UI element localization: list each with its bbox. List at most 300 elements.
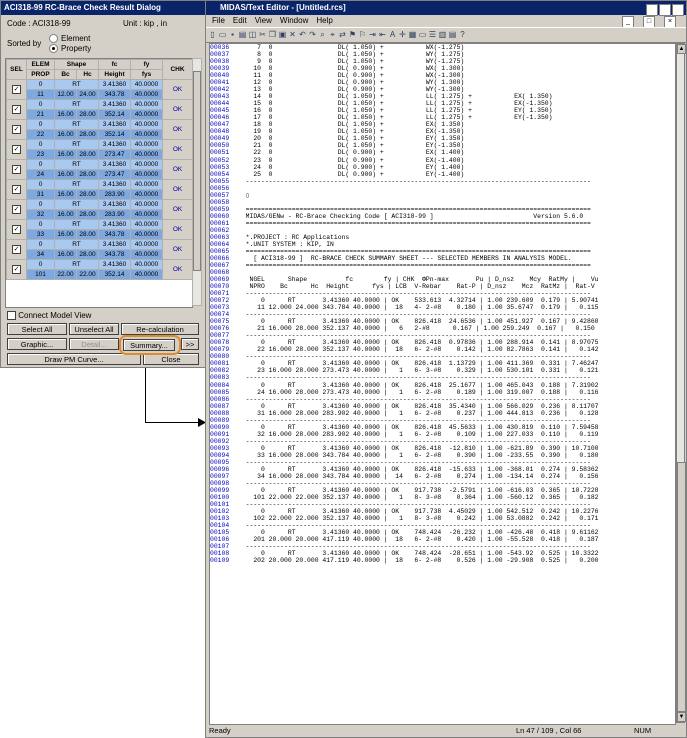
line-text: 201 20.000 20.000 417.119 40.0000 | 18 6- 2-#8 0.420 | 1.00 -55.528 0.418 | 0.187 [238,536,599,544]
close-button[interactable]: Close [143,353,199,365]
line-number: 00065 [210,247,230,255]
editor-line[interactable] [210,466,675,473]
editor-line[interactable] [210,522,675,529]
redo-icon[interactable]: ↷ [309,30,316,39]
editor-line[interactable] [210,536,675,543]
row-select-checkbox[interactable] [7,260,27,280]
cell-shape: RT [55,80,99,90]
line-text: 22 0 DL( 0.900) + EX( 1.400) [238,149,465,157]
cell-prop: 31 [27,190,55,200]
cut-icon[interactable]: ✂ [259,30,266,39]
unselect-all-button[interactable]: Unselect All [69,323,119,335]
cell-bc: 16.00 [55,110,77,120]
row-select-checkbox[interactable] [7,180,27,200]
checkmark-icon: ✓ [13,105,20,113]
editor-line[interactable] [210,452,675,459]
line-text: 0 RT 3.41360 40.0000 | OK 826.418 45.5633 | 1.00 430.819 0.110 | 7.59458 [238,423,599,431]
menu-bar [206,15,686,27]
line-text: 25 0 DL( 0.900) + EY(-1.400) [238,170,465,178]
new-file-icon[interactable]: ▯ [210,30,215,39]
delete-icon[interactable]: ✕ [289,30,296,39]
line-text: 0 RT 3.41360 40.0000 | OK 533.613 4.32714 | 1.00 239.609 0.179 | 5.90741 [238,297,599,305]
editor-line[interactable] [210,374,675,381]
line-number: 00107 [210,543,230,551]
editor-line[interactable] [210,557,675,564]
undo-icon[interactable]: ↶ [299,30,306,39]
line-text: ------------------------------------------------------------------------------------------ [238,353,591,361]
editor-line[interactable] [210,157,675,164]
editor-line[interactable] [210,480,675,487]
cell-elem: 0 [27,200,55,210]
cell-shape: RT [55,100,99,110]
cell-hc: 28.00 [77,210,99,220]
line-text: 15 0 DL( 1.050) + LL( 1.275) + EX(-1.350) [238,100,553,108]
cell-height: 273.47 [99,150,131,160]
editor-line[interactable] [210,107,675,114]
editor-line[interactable] [210,86,675,93]
line-number: 00040 [210,72,230,80]
editor-line[interactable] [210,382,675,389]
line-number: 00092 [210,437,230,445]
editor-line[interactable] [210,164,675,171]
line-number: 00042 [210,86,230,94]
editor-line[interactable] [210,473,675,480]
print-icon[interactable]: ▤ [238,30,247,39]
line-number: 00045 [210,107,230,115]
editor-line[interactable] [210,438,675,445]
line-text: ========================================================================================== [238,219,591,227]
result-table [6,59,193,280]
line-number: 00073 [210,304,230,312]
line-number: 00098 [210,479,230,487]
cell-shape: RT [55,180,99,190]
editor-line[interactable] [210,220,675,227]
cell-hc: 28.00 [77,250,99,260]
editor-line[interactable] [210,318,675,325]
editor-line[interactable] [210,128,675,135]
row-select-checkbox[interactable] [7,80,27,100]
line-number: 00059 [210,205,230,213]
line-text: NPRO Bc Hc Height fys | LCB V-Rebar Rat-P | D_nsz Mcz RatMz | Rat-V [238,283,595,291]
cell-bc: 16.00 [55,170,77,180]
editor-line[interactable] [210,410,675,417]
cell-chk: OK [163,160,193,180]
editor-line[interactable] [210,508,675,515]
editor-line[interactable] [210,389,675,396]
line-text: 0 RT 3.41360 40.0000 | OK 917.738 4.45029 | 1.00 542.512 0.242 | 10.2276 [238,508,599,516]
line-number: 00095 [210,458,230,466]
line-text: *.UNIT SYSTEM : KIP, IN [238,240,334,248]
open-file-icon[interactable]: ▭ [218,30,227,39]
header-elem[interactable]: ELEM [27,60,55,70]
editor-line[interactable] [210,255,675,262]
line-number: 00102 [210,508,230,516]
graphic-button[interactable]: Graphic... [7,338,67,350]
editor-line[interactable] [210,543,675,550]
table-row[interactable] [7,220,193,230]
editor-line[interactable] [210,290,675,297]
cell-chk: OK [163,200,193,220]
table-row[interactable] [7,200,193,210]
cell-prop: 32 [27,210,55,220]
line-text: 14 0 DL( 1.050) + LL( 1.275) + EX( 1.350) [238,93,553,101]
radio-property[interactable] [49,44,91,53]
select-all-button[interactable]: Select All [7,323,67,335]
editor-line[interactable] [210,227,675,234]
line-number: 00043 [210,93,230,101]
cell-bc: 22.00 [55,270,77,280]
editor-line[interactable] [210,199,675,206]
cell-fy: 40.0000 [131,220,163,230]
editor-scroll-thumb[interactable] [677,462,686,712]
summary-button[interactable]: Summary... [123,339,175,351]
line-text: ------------------------------------------------------------------------------------------ [238,395,591,403]
line-text: ------------------------------------------------------------------------------------------ [238,479,591,487]
editor-line[interactable] [210,445,675,452]
editor-line[interactable] [210,192,675,199]
text-editor-window [205,0,687,738]
row-select-checkbox[interactable] [7,200,27,220]
editor-line[interactable] [210,269,675,276]
header-fy[interactable]: fy [131,60,163,70]
cell-shape: RT [55,220,99,230]
help-icon[interactable]: ? [460,30,465,39]
tile-horizontal-icon[interactable]: ☰ [428,30,437,39]
editor-line[interactable] [210,58,675,65]
outdent-icon[interactable]: ⇤ [379,30,386,39]
more-button[interactable]: >> [181,338,199,350]
line-text: 10 0 DL( 0.900) + WX( 1.300) [238,65,465,73]
recalculation-button[interactable]: Re-calculation [121,323,199,335]
header-prop[interactable]: PROP [27,70,55,80]
checkmark-icon: ✓ [13,185,20,193]
line-number: 00080 [210,353,230,361]
line-number: 00054 [210,170,230,178]
line-text: ========================================================================================== [238,205,591,213]
editor-line[interactable] [210,403,675,410]
cell-height: 352.14 [99,130,131,140]
editor-line[interactable] [210,515,675,522]
editor-line[interactable] [210,325,675,332]
cell-height: 283.90 [99,190,131,200]
cell-fy: 40.0000 [131,200,163,210]
status-num: NUM [634,726,652,735]
line-text: 101 22.000 22.000 352.137 40.0000 | 1 8- 3-#8 0.364 | 1.00 -560.12 0.365 | 0.182 [238,494,599,501]
line-text: ------------------------------------------------------------------------------------------ [238,416,591,424]
line-text: 7 0 DL( 1.050) + WX(-1.275) [238,44,465,51]
cell-chk: OK [163,220,193,240]
line-number: 00050 [210,142,230,150]
next-bookmark-icon[interactable]: ⚐ [358,30,367,39]
line-text: ========================================================================================== [238,247,591,255]
cell-fys: 40.0000 [131,90,163,100]
line-number: 00104 [210,522,230,530]
editor-line[interactable] [210,367,675,374]
editor-line[interactable] [210,424,675,431]
line-number: 00048 [210,128,230,136]
header-height[interactable]: Height [99,70,131,80]
row-select-checkbox[interactable] [7,140,27,160]
checkmark-icon: ✓ [13,85,20,93]
cell-chk: OK [163,140,193,160]
doc-restore-icon[interactable]: □ [643,16,655,28]
text-area[interactable] [209,43,676,725]
table-row[interactable] [7,260,193,270]
editor-line[interactable] [210,431,675,438]
header-fys[interactable]: fys [131,70,163,80]
editor-line[interactable] [210,297,675,304]
line-text: ------------------------------------------------------------------------------------------ [238,522,591,530]
close-icon[interactable]: × [672,4,684,16]
editor-line[interactable] [210,185,675,192]
editor-line[interactable] [210,79,675,86]
line-text: 19 0 DL( 1.050) + EX(-1.350) [238,128,465,136]
replace-icon[interactable]: ⇄ [339,30,346,39]
editor-line[interactable] [210,339,675,346]
line-text: 9 0 DL( 1.050) + WY(-1.275) [238,58,465,66]
radio-element[interactable] [49,34,90,43]
cell-chk: OK [163,80,193,100]
cell-prop: 24 [27,170,55,180]
menu-edit[interactable]: Edit [232,16,247,25]
editor-line[interactable] [210,276,675,283]
cell-bc: 16.00 [55,130,77,140]
editor-line[interactable] [210,417,675,424]
line-number: 00077 [210,332,230,340]
editor-line[interactable] [210,283,675,290]
line-text: 16 0 DL( 1.050) + LL( 1.275) + EY( 1.350) [238,107,553,115]
line-text: 0 RT 3.41360 40.0000 | OK 826.418 -12.810 | 1.00 -621.89 0.390 | 10.7100 [238,444,599,452]
cell-fys: 40.0000 [131,130,163,140]
bookmark-icon[interactable]: ⚑ [348,30,357,39]
editor-line[interactable] [210,171,675,178]
doc-close-icon[interactable]: × [664,16,676,28]
editor-line[interactable] [210,353,675,360]
line-text: ========================================================================================== [238,261,591,269]
cell-chk: OK [163,260,193,280]
line-number: 00037 [210,51,230,59]
editor-line[interactable] [210,360,675,367]
editor-line[interactable] [210,529,675,536]
draw-pm-curve-button[interactable]: Draw PM Curve... [7,353,141,365]
line-text: 33 16.000 28.000 343.784 40.0000 | 1 6- 2-#8 0.390 | 1.00 -233.55 0.390 | 0.180 [238,451,599,459]
table-row[interactable] [7,180,193,190]
cell-elem: 0 [27,180,55,190]
checkmark-icon: ✓ [13,265,20,273]
editor-line[interactable] [210,206,675,213]
row-select-checkbox[interactable] [7,220,27,240]
doc-minimize-icon[interactable]: _ [622,16,634,28]
row-select-checkbox[interactable] [7,160,27,180]
menu-window[interactable]: Window [279,16,309,25]
editor-line[interactable] [210,248,675,255]
font-icon[interactable]: A [389,30,396,39]
header-hc[interactable]: Hc [77,70,99,80]
editor-line[interactable] [210,241,675,248]
menu-file[interactable]: File [212,16,225,25]
arrange-icon[interactable]: ▤ [448,30,457,39]
editor-line[interactable] [210,65,675,72]
editor-line[interactable] [210,311,675,318]
cell-hc: 28.00 [77,190,99,200]
maximize-icon[interactable]: □ [659,4,671,16]
line-number: 00084 [210,381,230,389]
cell-elem: 0 [27,160,55,170]
editor-line[interactable] [210,72,675,79]
cell-bc: 16.00 [55,230,77,240]
table-row[interactable] [7,240,193,250]
editor-line[interactable] [210,178,675,185]
table-row[interactable] [7,160,193,170]
cell-fy: 40.0000 [131,140,163,150]
cell-elem: 0 [27,80,55,90]
line-number: 00081 [210,360,230,368]
table-row[interactable] [7,120,193,130]
line-number: 00072 [210,297,230,305]
editor-title: MIDAS/Text Editor - [Untitled.rcs] [220,3,346,12]
line-text: 0 RT 3.41360 40.0000 | OK 826.418 1.13729 | 1.00 411.369 0.331 | 7.46247 [238,360,599,368]
cell-hc: 28.00 [77,130,99,140]
line-text: [ ACI318-99 ] RC-BRACE CHECK SUMMARY SHEET --- SELECTED MEMBERS IN ANALYSIS MODEL. [238,254,572,262]
editor-line[interactable] [210,346,675,353]
line-number: 00075 [210,318,230,326]
menu-help[interactable]: Help [316,16,333,25]
line-text: ------------------------------------------------------------------------------------------ [238,290,591,298]
line-number: 00058 [210,198,230,206]
header-shape[interactable]: Shape [55,60,99,70]
cell-fy: 40.0000 [131,180,163,190]
line-number: 00053 [210,163,230,171]
cell-shape: RT [55,240,99,250]
table-row[interactable] [7,140,193,150]
editor-line[interactable] [210,550,675,557]
line-text: 0 RT 3.41360 40.0000 | OK 748.424 -28.651 | 1.00 -543.92 0.525 | 10.3322 [238,550,599,558]
editor-line[interactable] [210,494,675,501]
table-row[interactable] [7,80,193,90]
line-text: 24 16.000 28.000 273.473 40.0000 | 1 6- 2-#8 0.189 | 1.00 319.007 0.188 | 0.116 [238,388,599,396]
header-fc[interactable]: fc [99,60,131,70]
editor-line[interactable] [210,262,675,269]
line-text: 18 0 DL( 1.050) + EX( 1.350) [238,121,465,129]
editor-vertical-scrollbar[interactable] [676,43,685,723]
line-number: 00106 [210,536,230,544]
indent-icon[interactable]: ⇥ [369,30,376,39]
header-chk[interactable]: CHK [163,60,193,80]
line-text: ------------------------------------------------------------------------------------------ [238,177,591,185]
editor-line[interactable] [210,213,675,220]
line-text: *.PROJECT : RC Applications [238,233,350,241]
copy-icon[interactable]: ❐ [268,30,277,39]
editor-line[interactable] [210,501,675,508]
editor-line[interactable] [210,100,675,107]
scroll-down-icon[interactable]: ▼ [678,714,685,720]
line-number: 00089 [210,416,230,424]
grid-scroll-thumb[interactable] [193,71,201,271]
editor-line[interactable] [210,234,675,241]
save-icon[interactable]: ▪ [231,30,234,39]
find-icon[interactable]: ⌕ [320,30,325,39]
cursor-icon[interactable]: ✛ [399,30,406,39]
paste-icon[interactable]: ▣ [278,30,287,39]
cell-fys: 40.0000 [131,190,163,200]
menu-view[interactable]: View [254,16,272,25]
cell-elem: 0 [27,220,55,230]
grid-icon[interactable]: ▦ [408,30,417,39]
editor-title-bar [206,1,686,15]
line-text: 8 0 DL( 1.050) + WY( 1.275) [238,51,465,59]
editor-line[interactable] [210,51,675,58]
line-number: 00047 [210,121,230,129]
connect-model-view-checkbox[interactable] [7,311,91,320]
editor-line[interactable] [210,44,675,51]
line-text: 0 RT 3.41360 40.0000 | OK 826.418 0.97836 | 1.00 288.914 0.141 | 8.97075 [238,339,599,347]
line-text: 202 20.000 20.000 417.119 40.0000 | 18 6- 2-#8 0.526 | 1.00 -29.908 0.525 | 0.200 [238,557,599,565]
line-number: 00063 [210,233,230,241]
line-number: 00062 [210,226,230,234]
print-preview-icon[interactable]: ◫ [248,30,257,39]
connect-model-view-label: Connect Model View [18,311,92,320]
detail-button[interactable]: Detail... [69,338,119,350]
cascade-icon[interactable]: ▭ [418,30,427,39]
line-text: 32 16.000 28.000 283.902 40.0000 | 1 6- 2-#8 0.109 | 1.00 227.033 0.110 | 0.119 [238,430,599,438]
editor-line[interactable] [210,304,675,311]
code-label: Code : ACI318-99 [7,19,71,28]
cell-fys: 40.0000 [131,150,163,160]
grid-vertical-scrollbar[interactable] [192,58,202,306]
editor-line[interactable] [210,396,675,403]
cell-fy: 40.0000 [131,160,163,170]
find-next-icon[interactable]: ⌖ [330,30,335,39]
cell-elem: 0 [27,140,55,150]
editor-line[interactable] [210,114,675,121]
cell-fy: 40.0000 [131,240,163,250]
editor-line[interactable] [210,121,675,128]
cell-height: 273.47 [99,170,131,180]
row-select-checkbox[interactable] [7,120,27,140]
line-number: 00039 [210,65,230,73]
row-select-checkbox[interactable] [7,240,27,260]
line-number: 00093 [210,444,230,452]
editor-line[interactable] [210,135,675,142]
line-text: ------------------------------------------------------------------------------------------ [238,458,591,466]
cell-fys: 40.0000 [131,270,163,280]
cell-fys: 40.0000 [131,170,163,180]
line-number: 00109 [210,557,230,565]
cell-fc: 3.41360 [99,100,131,110]
editor-line[interactable] [210,332,675,339]
cell-fc: 3.41360 [99,160,131,170]
header-bc[interactable]: Bc [55,70,77,80]
minimize-icon[interactable]: _ [646,4,658,16]
editor-line[interactable] [210,487,675,494]
header-sel[interactable]: SEL [7,60,27,80]
line-number: 00068 [210,269,230,276]
row-select-checkbox[interactable] [7,100,27,120]
cell-fc: 3.41360 [99,80,131,90]
tile-vertical-icon[interactable]: ▥ [438,30,447,39]
editor-line[interactable] [210,93,675,100]
table-row[interactable] [7,100,193,110]
scroll-up-icon[interactable]: ▲ [678,46,685,52]
editor-line[interactable] [210,142,675,149]
editor-line[interactable] [210,149,675,156]
line-number: 00061 [210,219,230,227]
cell-prop: 11 [27,90,55,100]
cell-fc: 3.41360 [99,240,131,250]
line-text: 34 16.000 28.000 343.784 40.0000 | 14 6- 2-#8 0.274 | 1.00 -134.14 0.274 | 0.156 [238,472,599,480]
summary-highlight [119,335,181,355]
editor-line[interactable] [210,459,675,466]
